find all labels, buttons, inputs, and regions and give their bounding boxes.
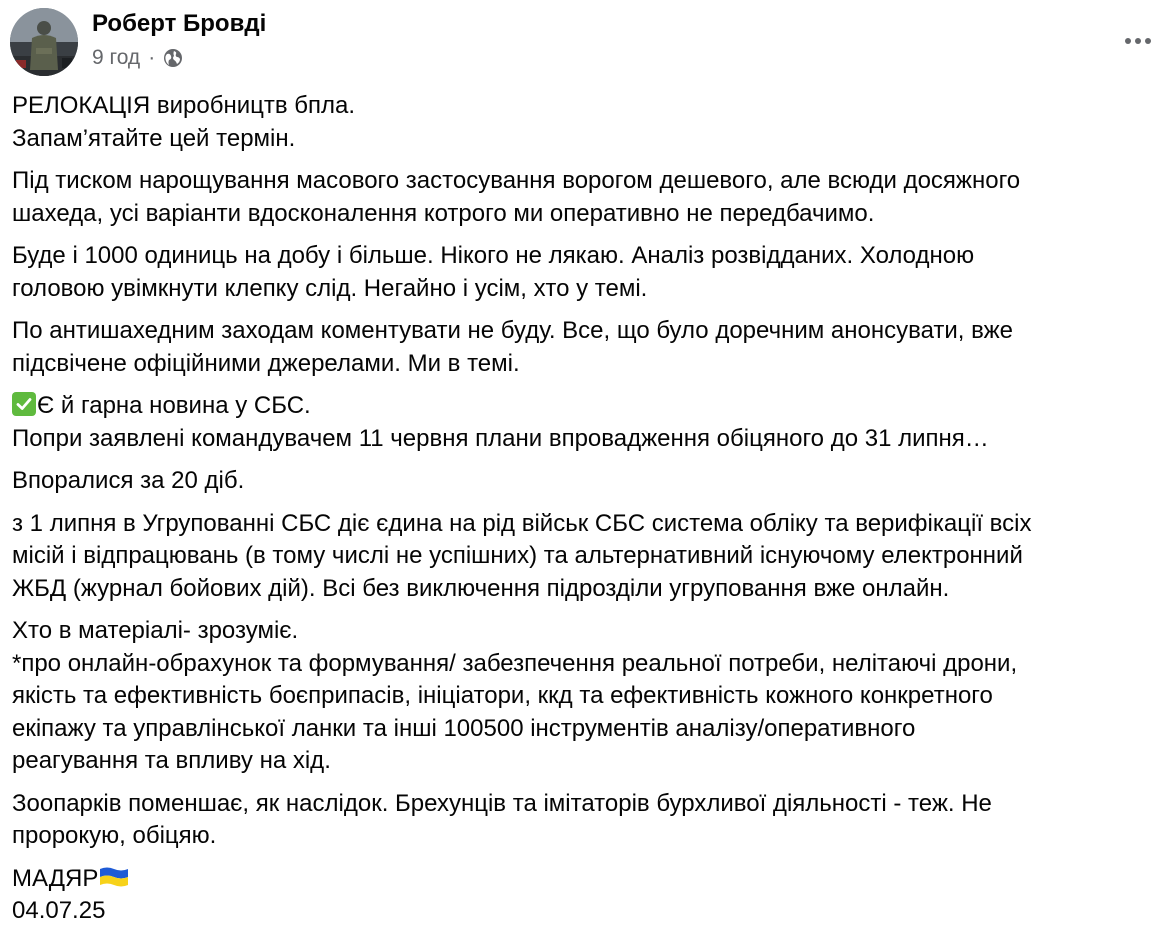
author-avatar[interactable]: [10, 8, 78, 76]
paragraph-3: [12, 240, 1157, 305]
text-line: шахеда, усі варіанти вдосконалення котрого ми оперативно не передбачимо.: [12, 199, 875, 227]
text-line: ЖБД (журнал бойових дій). Всі без виключення підрозділи угруповання вже онлайн.: [12, 574, 950, 602]
check-mark-button-icon: [12, 392, 36, 416]
text-line: Впоралися за 20 діб.: [12, 467, 245, 494]
paragraph-signature: [12, 863, 1157, 928]
signature-date: 04.07.25: [12, 897, 106, 924]
text-line: Хто в матеріалі- зрозуміє.: [12, 617, 299, 644]
text-line: підсвічене офіційними джерелами. Ми в темі.: [12, 349, 520, 377]
paragraph-1: [12, 90, 1157, 155]
paragraph-8: [12, 615, 1157, 778]
paragraph-6: [12, 465, 1157, 498]
text-line: реагування та впливу на хід.: [12, 747, 331, 774]
text-line-with-emoji: [12, 863, 1157, 896]
text-fragment: Є й гарна новина у СБС.: [37, 392, 311, 419]
ukraine-flag-icon: [99, 865, 129, 887]
more-options-icon[interactable]: [1120, 26, 1156, 56]
text-line: Попри заявлені командувачем 11 червня плани впровадження обіцяного до 31 липня…: [12, 424, 989, 452]
paragraph-4: [12, 315, 1157, 380]
text-line: місій і відпрацювань (в тому числі не успішних) та альтернативний існуючому електронний: [12, 542, 1023, 569]
paragraph-2: [12, 165, 1157, 230]
meta-separator: ·: [148, 46, 156, 69]
globe-icon: [163, 48, 183, 68]
text-line: Під тиском нарощування масового застосування ворогом дешевого, але всюди досяжного: [12, 167, 1021, 194]
post-text: [12, 90, 1157, 938]
paragraph-5: [12, 390, 1157, 455]
text-line: Буде і 1000 одиниць на добу і більше. Нікого не лякаю. Аналіз розвідданих. Холодною: [12, 242, 975, 269]
text-line: якість та ефективність боєприпасів, ініціатори, ккд та ефективність кожного конкретного: [12, 682, 993, 709]
text-line: пророкую, обіцяю.: [12, 822, 217, 849]
text-line: головою увімкнути клепку слід. Негайно і усім, хто у темі.: [12, 274, 648, 302]
post-time[interactable]: 9 год: [92, 46, 141, 69]
post-header: [10, 8, 1156, 78]
text-line: Зоопарків поменшає, як наслідок. Брехунців та імітаторів бурхливої діяльності - теж. Не: [12, 789, 992, 817]
text-line: По антишахедним заходам коментувати не буду. Все, що було доречним анонсувати, вже: [12, 317, 1014, 344]
text-line: РЕЛОКАЦІЯ виробництв бпла.: [12, 92, 356, 119]
paragraph-9: [12, 788, 1157, 853]
text-line: *про онлайн-обрахунок та формування/ забезпечення реальної потреби, нелітаючі дрони,: [12, 649, 1018, 677]
text-line: з 1 липня в Угрупованні СБС діє єдина на рід військ СБС система обліку та верифікації всіх: [12, 509, 1032, 537]
text-line-with-emoji: [12, 390, 1157, 423]
post-meta: [92, 46, 183, 70]
author-name[interactable]: Роберт Бровді: [92, 10, 267, 37]
signature-name: МАДЯР: [12, 864, 99, 892]
paragraph-7: [12, 508, 1157, 606]
text-line: Запам’ятайте цей термін.: [12, 124, 296, 152]
text-line: екіпажу та управлінської ланки та інші 100500 інструментів аналізу/оперативного: [12, 714, 916, 742]
